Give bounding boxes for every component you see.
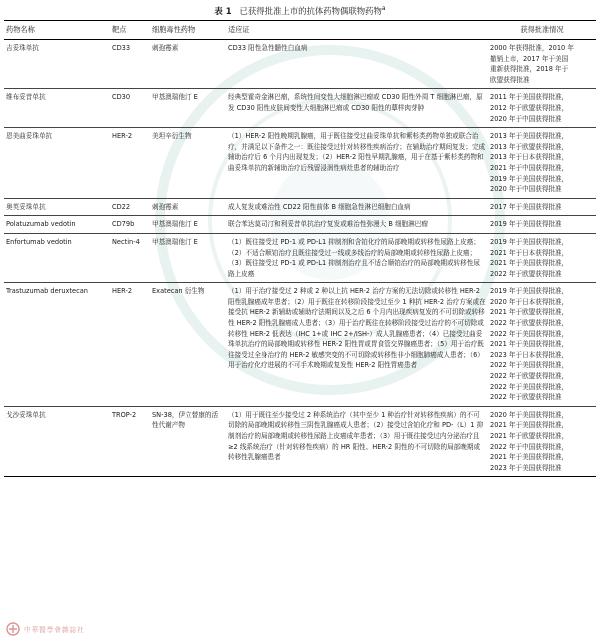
indication-cell: 经典型霍奇金淋巴瘤，系统性间变性大细胞淋巴瘤或 CD30 阳性外周 T 细胞淋巴瘤，原发 CD30 阳性皮肤间变性大细胞淋巴瘤或 CD30 阳性的蕈样肉芽肿 [226, 89, 488, 128]
drug-name-cell: 吉妥珠单抗 [4, 40, 110, 89]
approval-line: 撤销上市，2017 年于美国 [490, 54, 569, 63]
column-header-payload: 细胞毒性药物 [150, 21, 226, 40]
target-cell: CD79b [110, 216, 150, 234]
column-header-target: 靶点 [110, 21, 150, 40]
approval-cell [488, 89, 596, 128]
indication-cell: 成人复发或难治性 CD22 阳性前体 B 细胞急性淋巴细胞白血病 [226, 198, 488, 216]
table-number: 表 1 [214, 5, 232, 16]
approval-line: 2022 年于美国获得批准， [490, 382, 569, 391]
payload-cell: SN-38，伊立替康的活性代谢产物 [150, 406, 226, 477]
approval-line: 2021 年于欧盟获得批准， [490, 308, 569, 317]
drug-name-cell: 奥英妥珠单抗 [4, 198, 110, 216]
approval-line: 2021 年于美国获得批准， [490, 259, 569, 268]
drug-name-cell: Enfortumab vedotin [4, 233, 110, 282]
indication-cell: （1）既往接受过 PD-1 或 PD-L1 抑制剂和含铂化疗的局部晚期或转移性尿路上皮癌；（2）不适合顺铂治疗且既往接受过一线或多线治疗的局部晚期或转移性尿路上皮癌；（3）既往接受过 PD-1 或 PD-L1 抑制剂治疗且不适合顺铂治疗的局部晚期或转移性尿路上皮癌 [226, 233, 488, 282]
table-title: 已获得批准上市的抗体药物偶联物药物 [239, 5, 382, 16]
payload-cell: 甲基澳瑞他汀 E [150, 89, 226, 128]
approval-line: 2013 年于日本获得批准， [490, 153, 569, 162]
approval-line: 2022 年于欧盟获得批准 [490, 393, 562, 402]
column-header-drug-name: 药物名称 [4, 21, 110, 40]
target-cell: TROP-2 [110, 406, 150, 477]
approval-line: 欧盟获得批准 [490, 75, 530, 84]
drug-name-cell: Trastuzumab deruxtecan [4, 283, 110, 407]
indication-cell: （1）用于治疗接受过 2 种或 2 种以上抗 HER-2 治疗方案的无法切除或转移性 HER-2 阳性乳腺癌成年患者；（2）用于既往在转移阶段接受过至少 1 种抗 HER-2 治疗方案或在接受抗 HER-2 新辅助或辅助疗法期间以及之后 6 个月内出现疾病复发的不可切除或转移性 HER-2 阳性乳腺癌成人患者；（3）用于治疗既往在转移阶段接受过治疗的不可切除或转移性 HER-2 低表达（IHC 1+或 IHC 2+/ISH-）成人乳腺癌患者；（4）已接受过曲妥珠单抗治疗的局部晚期或转移性 HER-2 阳性胃或胃食管交界腺癌患者；（5）用于治疗既往接受过全身治疗的 HER-2 敏感突变的不可切除或转移性非小细胞肺癌成人患者；（6）用于治疗化疗进展的不可手术晚期或复发性 HER-2 阳性胃癌患者 [226, 283, 488, 407]
target-cell: HER-2 [110, 283, 150, 407]
payload-cell: 甲基澳瑞他汀 E [150, 216, 226, 234]
approval-cell [488, 216, 596, 234]
payload-cell: 美坦辛衍生物 [150, 128, 226, 199]
approval-line: 2022 年于欧盟获得批准， [490, 372, 569, 381]
table-row [4, 89, 596, 128]
approval-line: 2020 年于中国获得批准 [490, 114, 562, 123]
table-row [4, 283, 596, 407]
approval-cell [488, 283, 596, 407]
indication-cell: CD33 阳性急性髓性白血病 [226, 40, 488, 89]
table-caption [0, 2, 600, 18]
table-row [4, 128, 596, 199]
approval-line: 2019 年于美国获得批准， [490, 287, 569, 296]
publisher-logo-icon [6, 622, 20, 636]
approval-line: 2013 年于欧盟获得批准， [490, 142, 569, 151]
approval-line: 2022 年于美国获得批准， [490, 329, 569, 338]
table-note-mark: a [381, 5, 386, 12]
approval-line: 2023 年于日本获得批准， [490, 350, 569, 359]
approval-line: 2012 年于欧盟获得批准， [490, 103, 569, 112]
approval-line: 2022 年于欧盟获得批准， [490, 319, 569, 328]
approval-cell [488, 406, 596, 477]
publisher-logo-text: 中華醫學會雜誌社 [24, 626, 85, 634]
approval-cell [488, 198, 596, 216]
approval-line: 2019 年于美国获得批准， [490, 237, 569, 246]
table-header-row [4, 21, 596, 40]
approval-line: 2021 年于中国获得批准， [490, 163, 569, 172]
approval-line: 2019 年于美国获得批准 [490, 220, 562, 229]
adc-approval-table [4, 20, 596, 477]
approval-line: 2013 年于美国获得批准， [490, 132, 569, 141]
payload-cell: 刺孢霉素 [150, 198, 226, 216]
table-row [4, 233, 596, 282]
approval-cell [488, 40, 596, 89]
approval-line: 2022 年于中国获得批准， [490, 442, 569, 451]
drug-name-cell: Polatuzumab vedotin [4, 216, 110, 234]
approval-cell [488, 128, 596, 199]
table-row [4, 40, 596, 89]
drug-name-cell: 戈沙妥珠单抗 [4, 406, 110, 477]
approval-line: 2022 年于美国获得批准， [490, 361, 569, 370]
column-header-approval: 获得批准情况 [488, 21, 596, 40]
approval-line: 2023 年于美国获得批准 [490, 463, 562, 472]
indication-cell: （1）HER-2 阳性晚期乳腺癌，用于既往接受过曲妥珠单抗和紫杉类药物单独或联合治疗，并满足以下条件之一：既往接受过针对转移性疾病治疗；在辅助治疗期间复发；完成辅助治疗后 6 个月内出现复发；（2）HER-2 阳性早期乳腺癌，用于在基于紫杉类药物和曲妥珠单抗的新辅助治疗后残留浸润性病灶患者的辅助治疗 [226, 128, 488, 199]
approval-line: 2019 年于美国获得批准， [490, 174, 569, 183]
target-cell: CD33 [110, 40, 150, 89]
approval-line: 2011 年于美国获得批准， [490, 93, 569, 102]
target-cell: CD22 [110, 198, 150, 216]
approval-line: 2021 年于美国获得批准， [490, 340, 569, 349]
indication-cell: （1）用于既往至少接受过 2 种系统治疗（其中至少 1 种治疗针对转移性疾病）的不可切除的局部晚期或转移性三阴性乳腺癌成人患者；（2）接受过含铂化疗和 PD-（L）1 抑制剂治疗的局部晚期或转移性尿路上皮癌成年患者；（3）用于既往接受过内分泌治疗且 ≥2 线系统治疗（针对转移性疾病）的 HR 阳性、HER-2 阴性的不可切除的局部晚期或转移性乳腺癌患者 [226, 406, 488, 477]
publisher-logo [6, 621, 85, 637]
target-cell: CD30 [110, 89, 150, 128]
table-row [4, 406, 596, 477]
target-cell: HER-2 [110, 128, 150, 199]
approval-line: 2021 年于美国获得批准， [490, 421, 569, 430]
approval-line: 2021 年于美国获得批准， [490, 453, 569, 462]
payload-cell: Exatecan 衍生物 [150, 283, 226, 407]
approval-line: 2021 年于日本获得批准， [490, 248, 569, 257]
approval-line: 2020 年于美国获得批准， [490, 410, 569, 419]
approval-line: 2021 年于欧盟获得批准， [490, 432, 569, 440]
drug-name-cell: 恩美曲妥珠单抗 [4, 128, 110, 199]
approval-line: 2022 年于欧盟获得批准 [490, 269, 562, 278]
approval-line: 2017 年于美国获得批准 [490, 202, 562, 211]
approval-cell [488, 233, 596, 282]
table-row [4, 198, 596, 216]
payload-cell: 刺孢霉素 [150, 40, 226, 89]
approval-line: 2020 年于中国获得批准 [490, 185, 562, 194]
approval-line: 2000 年获得批准，2010 年 [490, 44, 574, 52]
indication-cell: 联合苯达莫司汀和利妥昔单抗治疗复发或难治性弥漫大 B 细胞淋巴瘤 [226, 216, 488, 234]
drug-name-cell: 维布妥昔单抗 [4, 89, 110, 128]
approval-line: 2020 年于日本获得批准， [490, 297, 569, 306]
approval-line: 重新获得批准，2018 年于 [490, 65, 569, 74]
column-header-indication: 适应证 [226, 21, 488, 40]
payload-cell: 甲基澳瑞他汀 E [150, 233, 226, 282]
table-row [4, 216, 596, 234]
target-cell: Nectin-4 [110, 233, 150, 282]
